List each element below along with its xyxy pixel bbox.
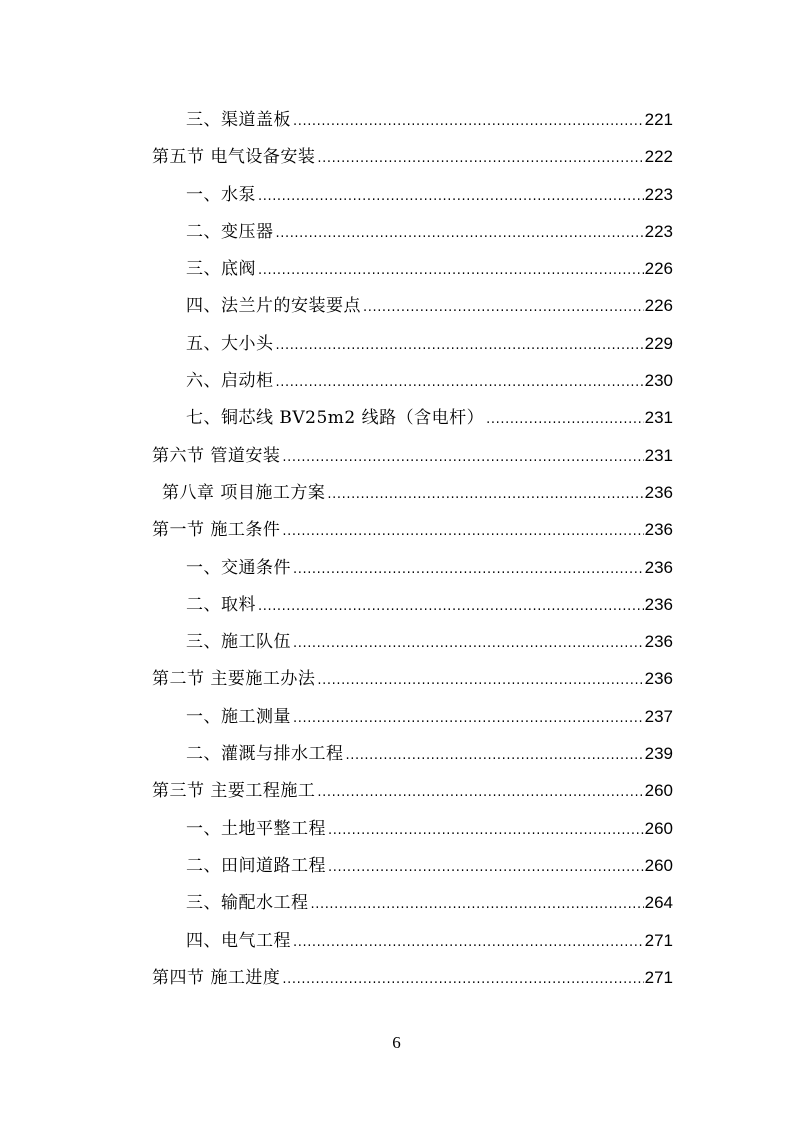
toc-entry-page: 236 bbox=[644, 557, 673, 577]
toc-entry-title: 二、灌溉与排水工程 bbox=[186, 744, 344, 765]
toc-subsection-entry[interactable] bbox=[152, 922, 673, 959]
table-of-contents bbox=[152, 101, 673, 996]
toc-dot-leader bbox=[327, 476, 643, 513]
toc-entry-title: 二、田间道路工程 bbox=[186, 855, 326, 876]
toc-dot-leader bbox=[293, 700, 644, 737]
toc-dot-leader bbox=[293, 551, 644, 588]
toc-entry-page: 271 bbox=[644, 930, 673, 950]
toc-dot-leader bbox=[282, 513, 643, 550]
toc-entry-page: 230 bbox=[644, 371, 673, 391]
toc-subsection-entry[interactable] bbox=[152, 325, 673, 362]
toc-dot-leader bbox=[486, 401, 643, 438]
page-number: 6 bbox=[392, 1033, 401, 1052]
toc-dot-leader bbox=[293, 625, 644, 662]
toc-subsection-entry[interactable] bbox=[152, 698, 673, 735]
toc-entry-title: 第五节 电气设备安装 bbox=[152, 147, 316, 168]
toc-entry-page: 239 bbox=[644, 744, 673, 764]
toc-entry-title: 一、水泵 bbox=[186, 184, 256, 205]
toc-dot-leader bbox=[276, 215, 644, 252]
toc-dot-leader bbox=[276, 364, 644, 401]
toc-entry-title: 四、电气工程 bbox=[186, 930, 291, 951]
toc-entry-page: 223 bbox=[644, 221, 673, 241]
toc-dot-leader bbox=[293, 924, 644, 961]
toc-subsection-entry[interactable] bbox=[152, 810, 673, 847]
toc-section-entry[interactable] bbox=[152, 660, 673, 697]
toc-entry-page: 229 bbox=[644, 333, 673, 353]
toc-dot-leader bbox=[317, 140, 643, 177]
toc-entry-title: 第八章 项目施工方案 bbox=[162, 482, 326, 503]
toc-dot-leader bbox=[258, 178, 644, 215]
toc-subsection-entry[interactable] bbox=[152, 399, 673, 436]
toc-chapter-entry[interactable] bbox=[152, 474, 673, 511]
toc-subsection-entry[interactable] bbox=[152, 250, 673, 287]
toc-entry-page: 260 bbox=[644, 855, 673, 875]
toc-dot-leader bbox=[346, 737, 644, 774]
toc-entry-page: 260 bbox=[644, 781, 673, 801]
toc-dot-leader bbox=[258, 588, 644, 625]
toc-entry-title: 六、启动柜 bbox=[186, 371, 274, 392]
toc-entry-page: 226 bbox=[644, 296, 673, 316]
toc-entry-title: 一、施工测量 bbox=[186, 706, 291, 727]
toc-dot-leader bbox=[276, 327, 644, 364]
toc-subsection-entry[interactable] bbox=[152, 847, 673, 884]
toc-subsection-entry[interactable] bbox=[152, 362, 673, 399]
toc-subsection-entry[interactable] bbox=[152, 623, 673, 660]
toc-entry-page: 236 bbox=[644, 594, 673, 614]
toc-entry-title: 三、渠道盖板 bbox=[186, 110, 291, 130]
toc-dot-leader bbox=[258, 252, 644, 289]
toc-entry-page: 231 bbox=[644, 408, 673, 428]
toc-entry-title: 第六节 管道安装 bbox=[152, 445, 281, 466]
toc-dot-leader bbox=[363, 289, 644, 326]
toc-entry-page: 231 bbox=[644, 445, 673, 465]
toc-entry-title: 四、法兰片的安装要点 bbox=[186, 296, 361, 317]
toc-subsection-entry[interactable] bbox=[152, 549, 673, 586]
toc-entry-page: 236 bbox=[644, 632, 673, 652]
toc-subsection-entry[interactable] bbox=[152, 287, 673, 324]
toc-entry-title: 三、施工队伍 bbox=[186, 632, 291, 653]
toc-entry-title: 第一节 施工条件 bbox=[152, 520, 281, 541]
toc-subsection-entry[interactable] bbox=[152, 586, 673, 623]
toc-entry-title: 二、变压器 bbox=[186, 221, 274, 242]
toc-entry-page: 221 bbox=[644, 110, 673, 129]
toc-entry-title: 三、输配水工程 bbox=[186, 893, 309, 914]
toc-entry-title: 第三节 主要工程施工 bbox=[152, 781, 316, 802]
toc-entry-title: 一、交通条件 bbox=[186, 557, 291, 578]
toc-entry-title: 五、大小头 bbox=[186, 333, 274, 354]
toc-entry-title: 七、铜芯线 BV25m2 线路（含电杆） bbox=[186, 408, 485, 429]
toc-dot-leader bbox=[328, 812, 644, 849]
toc-entry-title: 第二节 主要施工办法 bbox=[152, 669, 316, 690]
toc-entry-title: 三、底阀 bbox=[186, 259, 256, 280]
toc-subsection-entry[interactable] bbox=[152, 213, 673, 250]
toc-section-entry[interactable] bbox=[152, 772, 673, 809]
toc-section-entry[interactable] bbox=[152, 437, 673, 474]
toc-section-entry[interactable] bbox=[152, 138, 673, 175]
toc-subsection-entry[interactable] bbox=[152, 735, 673, 772]
toc-entry-page: 260 bbox=[644, 818, 673, 838]
toc-subsection-entry[interactable] bbox=[152, 101, 673, 138]
toc-subsection-entry[interactable] bbox=[152, 176, 673, 213]
toc-entry-title: 二、取料 bbox=[186, 594, 256, 615]
toc-entry-page: 237 bbox=[644, 706, 673, 726]
toc-entry-page: 223 bbox=[644, 184, 673, 204]
toc-subsection-entry[interactable] bbox=[152, 884, 673, 921]
toc-dot-leader bbox=[317, 774, 643, 811]
toc-entry-page: 236 bbox=[644, 669, 673, 689]
toc-entry-page: 226 bbox=[644, 259, 673, 279]
toc-entry-title: 第四节 施工进度 bbox=[152, 967, 281, 988]
toc-dot-leader bbox=[282, 961, 643, 998]
toc-entry-page: 222 bbox=[644, 147, 673, 167]
toc-dot-leader bbox=[328, 849, 644, 886]
toc-entry-page: 271 bbox=[644, 967, 673, 987]
toc-section-entry[interactable] bbox=[152, 959, 673, 996]
toc-dot-leader bbox=[317, 662, 643, 699]
toc-entry-page: 236 bbox=[644, 482, 673, 502]
toc-dot-leader bbox=[282, 439, 643, 476]
toc-entry-page: 236 bbox=[644, 520, 673, 540]
toc-entry-title: 一、土地平整工程 bbox=[186, 818, 326, 839]
toc-dot-leader bbox=[311, 886, 644, 923]
toc-section-entry[interactable] bbox=[152, 511, 673, 548]
toc-dot-leader bbox=[293, 103, 644, 140]
toc-entry-page: 264 bbox=[644, 893, 673, 913]
